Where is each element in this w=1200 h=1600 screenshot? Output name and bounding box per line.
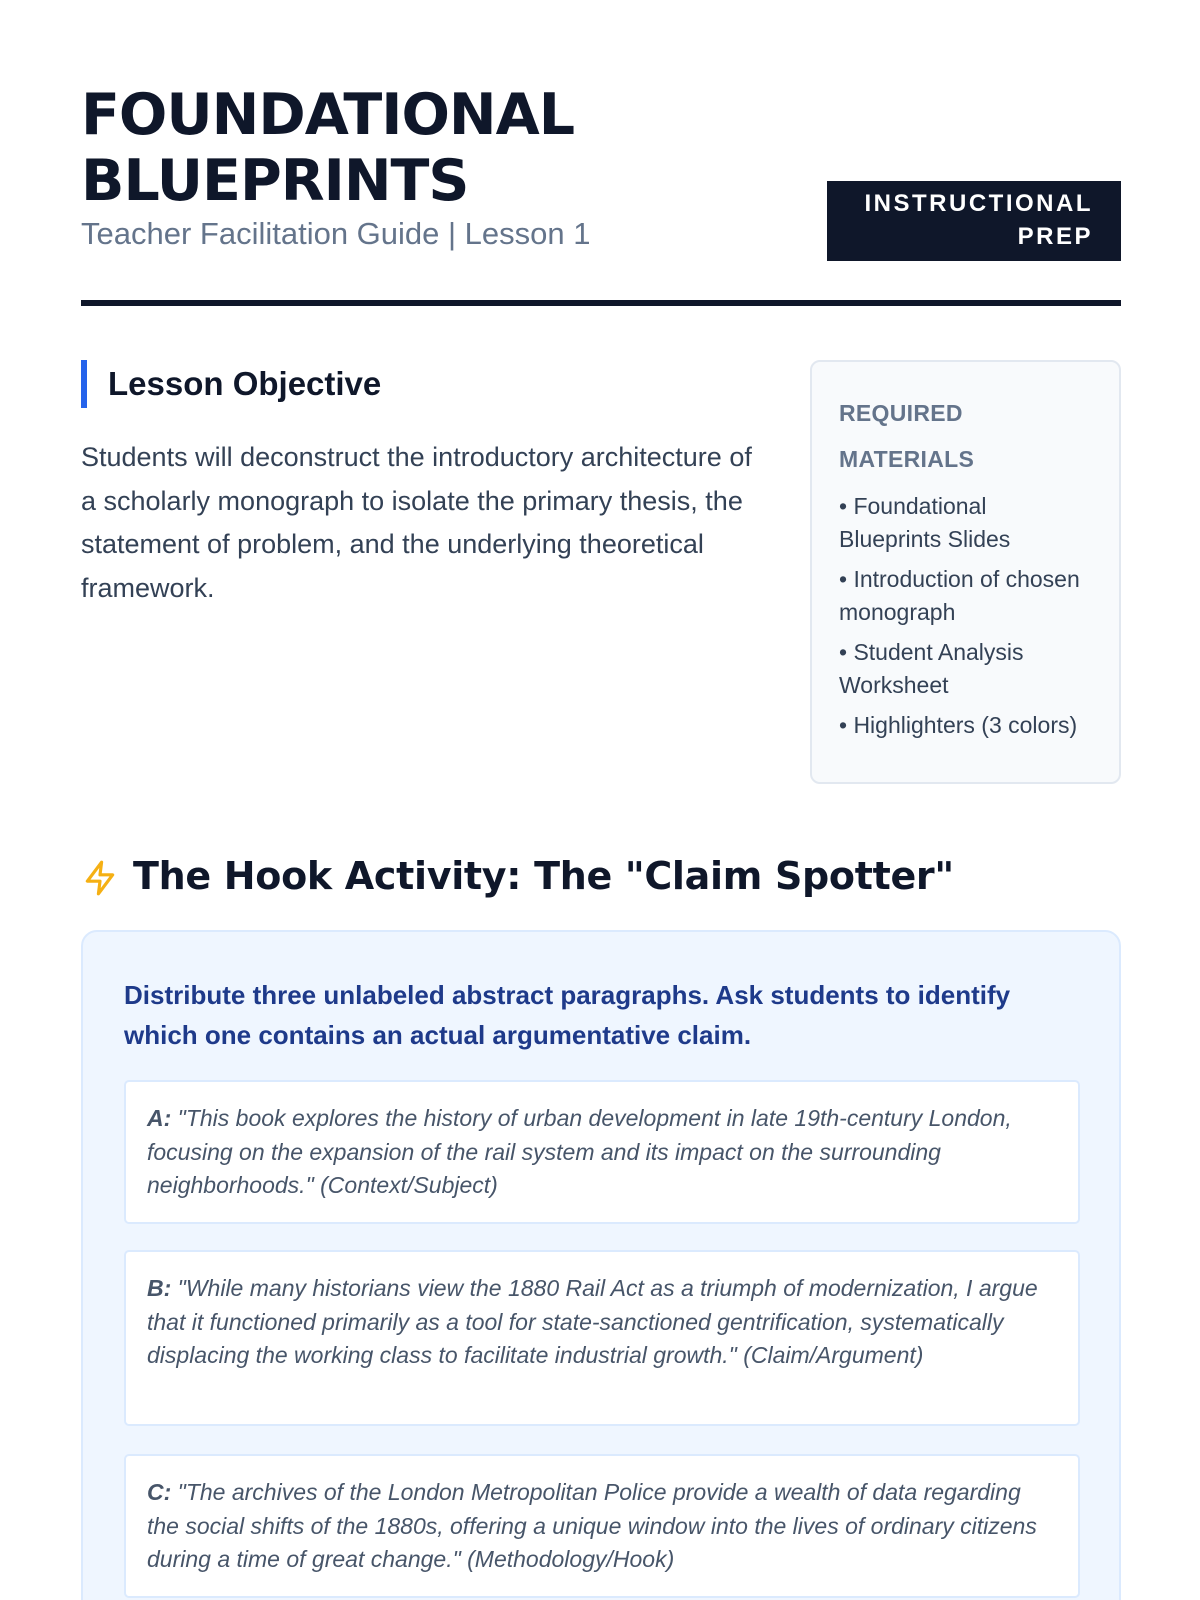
materials-item: • Foundational Blueprints Slides (839, 493, 1011, 552)
excerpt-label: B: (147, 1275, 172, 1301)
excerpt-card-c (124, 1454, 1080, 1598)
objective-text: Students will deconstruct the introductory architecture of a scholarly monograph to isolate the primary thesis, the statement of problem, and the underlying theoretical framework. (81, 442, 752, 603)
excerpt-card-b (124, 1250, 1080, 1426)
materials-item: • Student Analysis Worksheet (839, 639, 1024, 698)
hook-instruction: Distribute three unlabeled abstract paragraphs. Ask students to identify which one contains an actual argumentative claim. (124, 980, 1011, 1050)
excerpt-label: C: (147, 1479, 172, 1505)
page-subtitle: Teacher Facilitation Guide | Lesson 1 (81, 216, 591, 251)
objective-accent-bar (81, 360, 87, 408)
materials-heading: REQUIRED MATERIALS (839, 400, 975, 472)
materials-item: • Highlighters (3 colors) (839, 712, 1078, 738)
excerpt-text: "The archives of the London Metropolitan Police provide a wealth of data regarding the social shifts of the 1880s, offering a unique window into the lives of ordinary citizens during a time of great change." (Methodology/Hook) (147, 1479, 1037, 1572)
header-divider (81, 300, 1121, 306)
title-line-2: BLUEPRINTS (81, 148, 469, 214)
title-line-1: FOUNDATIONAL (81, 82, 575, 148)
hook-activity-panel (81, 930, 1121, 1600)
instructional-prep-badge (827, 181, 1121, 261)
excerpt-label: A: (147, 1105, 172, 1131)
page-title (81, 82, 781, 214)
objective-heading: Lesson Objective (108, 365, 382, 402)
excerpt-text: "This book explores the history of urban development in late 19th-century London, focusing on the expansion of the rail system and its impact on the surrounding neighborhoods." (Context/Subject) (147, 1105, 1012, 1198)
materials-item: • Introduction of chosen monograph (839, 566, 1080, 625)
lightning-bolt-icon (81, 858, 119, 898)
hook-activity-heading: The Hook Activity: The "Claim Spotter" (133, 854, 954, 898)
badge-line-2: PREP (1017, 223, 1093, 250)
lesson-page (81, 0, 1121, 1600)
required-materials-card (810, 360, 1121, 784)
hook-activity-header (81, 850, 1121, 902)
badge-line-1: INSTRUCTIONAL (864, 190, 1093, 217)
page-header (81, 82, 1121, 308)
excerpt-text: "While many historians view the 1880 Rail Act as a triumph of modernization, I argue that it functioned primarily as a tool for state-sanctioned gentrification, systematically displacing the working class to facilitate industrial growth." (Claim/Argument) (147, 1275, 1038, 1368)
excerpt-card-a (124, 1080, 1080, 1224)
materials-list (839, 490, 1093, 742)
